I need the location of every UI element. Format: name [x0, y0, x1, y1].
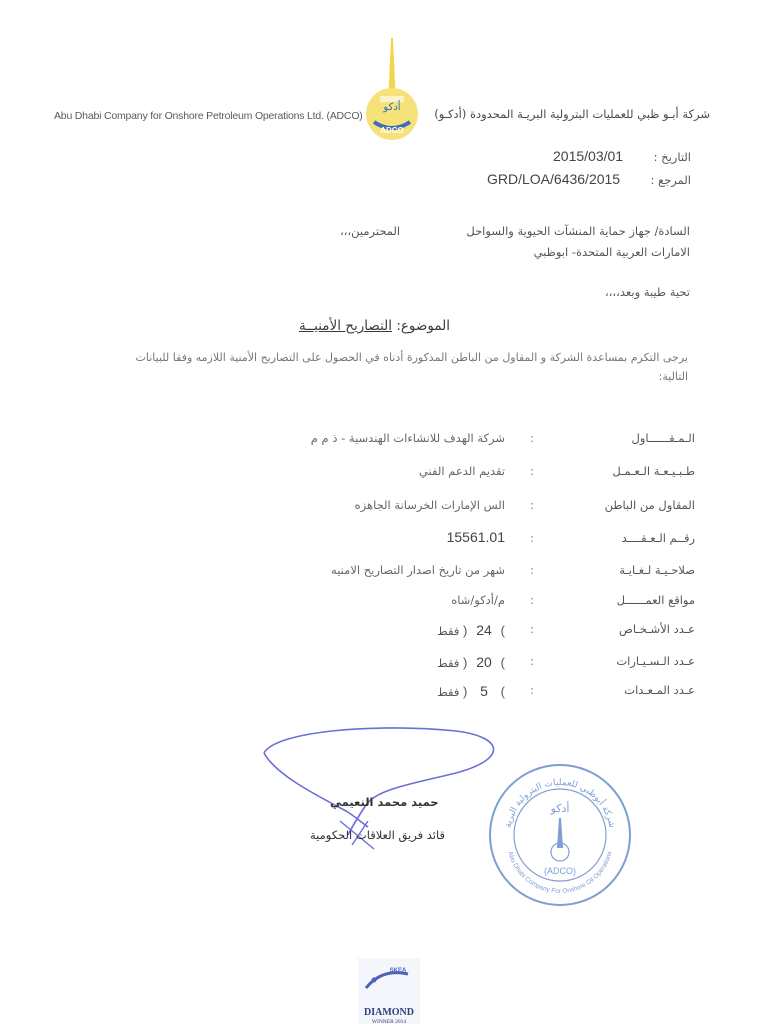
- signer-name: حميد محمد النعيمي: [330, 795, 439, 809]
- count-colon: :: [530, 683, 534, 697]
- greeting: تحية طيبة وبعد،،،،: [604, 285, 690, 299]
- logo-text-ar: أدكو: [383, 102, 401, 113]
- count-number: 5: [480, 683, 488, 699]
- badge-top-text: SKEA: [389, 968, 407, 974]
- stamp-center-arabic: أدكو: [550, 802, 570, 815]
- stamp-arabic-text: شركة أبوظبي للعمليات البترولية البرية: [503, 777, 617, 829]
- company-name-english: Abu Dhabi Company for Onshore Petroleum Operations Ltd. (ADCO): [54, 110, 363, 122]
- count-paren-open: (: [500, 623, 505, 638]
- count-value: [437, 622, 505, 638]
- detail-row-subcontractor: [280, 498, 695, 518]
- detail-value: شهر من تاريخ اصدار التصاريح الامنيه: [331, 563, 505, 577]
- company-stamp: [485, 760, 635, 910]
- detail-row-contractor: [280, 431, 695, 451]
- count-colon: :: [530, 622, 534, 636]
- badge-subtitle: WINNER 2014: [371, 1019, 407, 1024]
- subject-line: [299, 318, 450, 334]
- addressee-location: الامارات العربية المتحدة- ابوظبي: [533, 245, 690, 259]
- count-number: 20: [476, 654, 492, 670]
- reference-label: المرجع :: [650, 173, 691, 187]
- detail-colon: :: [530, 431, 534, 445]
- count-paren-close: ): [463, 623, 468, 638]
- detail-colon: :: [530, 563, 534, 577]
- reference-value: GRD/LOA/6436/2015: [487, 171, 621, 187]
- count-label: عـدد الـسـيـارات: [616, 654, 695, 668]
- count-label: عـدد الأشـخـاص: [618, 622, 695, 636]
- detail-colon: :: [530, 498, 534, 512]
- detail-label: مواقع العمــــــل: [616, 593, 695, 607]
- detail-label: طـبـيـعـة الـعـمـل: [612, 464, 695, 478]
- subject-text: التصاريح الأمنيــة: [298, 318, 393, 334]
- detail-row-contract-number: [280, 531, 695, 551]
- badge-title: DIAMOND: [364, 1007, 414, 1018]
- detail-colon: :: [530, 464, 534, 478]
- count-paren-open: (: [500, 684, 505, 699]
- company-name-arabic: شركة أبـو ظبي للعمليات البترولية البريـة المحدودة (أدكـو): [434, 107, 710, 121]
- intro-paragraph: يرجى التكرم بمساعدة الشركة و المقاول من الباطن المذكورة أدناه في الحصول على التصاريح الأمنية اللازمه وفقا للبيانات التالية:: [135, 351, 688, 383]
- count-row-vehicles: [280, 654, 695, 674]
- count-paren-close: ): [463, 655, 468, 670]
- detail-label: صلاحـيـة لـغـايـة: [619, 563, 695, 577]
- adco-logo: [360, 38, 424, 142]
- count-label: عـدد المـعـدات: [624, 683, 695, 697]
- date-value: 2015/03/01: [553, 148, 624, 164]
- detail-value: 15561.01: [446, 529, 505, 545]
- addressee-name: السادة/ جهاز حماية المنشآت الحيوية والسواحل: [466, 224, 690, 238]
- stamp-english-text: Abu Dhabi Company For Onshore Oil Operations: [506, 850, 614, 896]
- detail-value: الس الإمارات الخرسانة الجاهزه: [354, 498, 505, 512]
- subject-prefix: الموضوع:: [396, 318, 450, 334]
- count-row-persons: [280, 622, 695, 642]
- count-value: [437, 683, 505, 699]
- detail-label: المقاول من الباطن: [604, 498, 695, 512]
- detail-label: الـمـقــــــاول: [631, 431, 695, 445]
- stamp-center-english: (ADCO): [544, 866, 576, 876]
- count-suffix: فقط: [437, 656, 460, 670]
- date-label: التاريخ :: [653, 150, 691, 164]
- count-suffix: فقط: [437, 624, 460, 638]
- detail-value: شركة الهدف للانشاءات الهندسية - ذ م م: [310, 431, 505, 445]
- addressee-honorific: المحترمين،،،: [340, 224, 401, 238]
- signer-title: قائد فريق العلاقات الحكومية: [310, 828, 445, 842]
- logo-text-en: ADCO: [380, 126, 404, 135]
- count-paren-close: ): [463, 684, 468, 699]
- detail-label: رقــم الـعـقــــد: [621, 531, 695, 545]
- count-number: 24: [476, 622, 492, 638]
- count-colon: :: [530, 654, 534, 668]
- diamond-award-badge: [352, 958, 426, 1024]
- count-paren-open: (: [500, 655, 505, 670]
- detail-row-work-nature: [280, 464, 695, 484]
- count-value: [437, 654, 505, 670]
- count-suffix: فقط: [437, 685, 460, 699]
- count-row-equipment: [280, 683, 695, 703]
- detail-value: م/أدكو/شاه: [451, 593, 505, 607]
- detail-colon: :: [530, 593, 534, 607]
- detail-row-work-locations: [280, 593, 695, 613]
- detail-colon: :: [530, 531, 534, 545]
- detail-row-validity: [280, 563, 695, 583]
- detail-value: تقديم الدعم الفني: [418, 464, 505, 478]
